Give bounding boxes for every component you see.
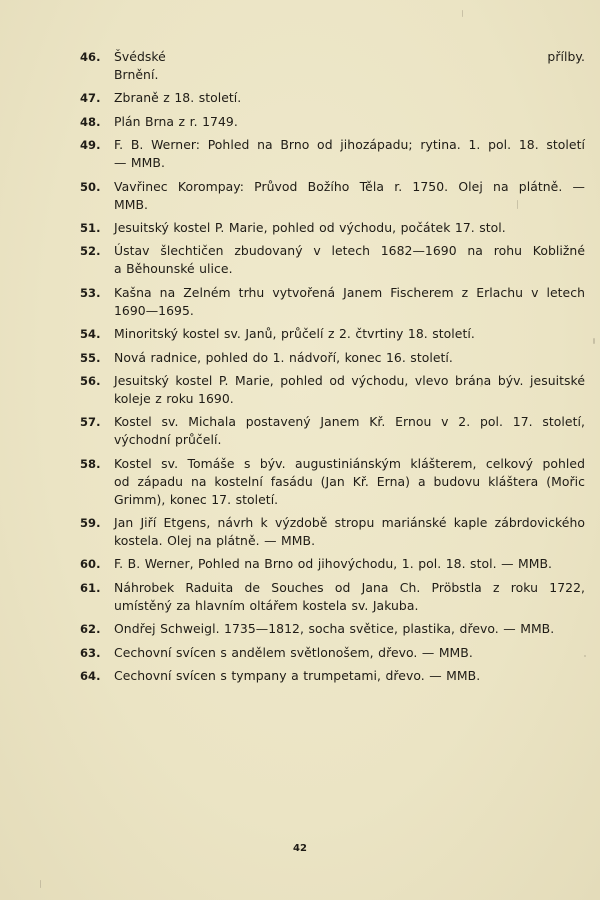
item-text-line: Jesuitský kostel P. Marie, pohled od východu, vlevo brána býv. jesuitské — [114, 372, 585, 388]
item-number: 64. — [80, 669, 101, 684]
item-text-line: Kašna na Zelném trhu vytvořená Janem Fischerem z Erlachu v letech — [114, 284, 585, 300]
paper-speck — [480, 385, 482, 387]
item-text-line: MMB. — [114, 196, 149, 212]
item-number: 56. — [80, 373, 101, 388]
item-text-line: Vavřinec Korompay: Průvod Božího Těla r. 1750. Olej na plátně. — — [114, 178, 585, 194]
item-number: 59. — [80, 516, 101, 531]
item-text-line: Plán Brna z r. 1749. — [114, 113, 238, 129]
list-item — [80, 325, 585, 343]
list-item — [80, 644, 585, 662]
item-text — [114, 413, 585, 449]
list-item — [80, 620, 585, 638]
item-text-line: Grimm), konec 17. století. — [114, 491, 279, 507]
list-item — [80, 413, 585, 449]
item-text-line: Ústav šlechtičen zbudovaný v letech 1682—1690 na rohu Kobližné — [114, 243, 585, 259]
item-text-line: Ondřej Schweigl. 1735—1812, socha světice, plastika, dřevo. — MMB. — [114, 621, 555, 637]
paper-speck — [462, 10, 463, 17]
list-item — [80, 455, 585, 509]
list-item — [80, 48, 585, 84]
item-number: 54. — [80, 327, 101, 342]
item-text-line: východní průčelí. — [114, 432, 222, 448]
paper-speck — [593, 338, 595, 344]
paper-speck — [40, 880, 41, 888]
item-text-line: Cechovní svícen s andělem světlonošem, dřevo. — MMB. — [114, 644, 473, 660]
item-text — [114, 113, 585, 131]
item-text-line: Zbraně z 18. století. — [114, 90, 242, 106]
item-text-line: umístěný za hlavním oltářem kostela sv. Jakuba. — [114, 597, 419, 613]
item-number: 47. — [80, 91, 101, 106]
item-text — [114, 372, 585, 408]
item-text — [114, 455, 585, 509]
item-text-line: Nová radnice, pohled do 1. nádvoří, konec 16. století. — [114, 349, 453, 365]
item-text — [114, 514, 585, 550]
list-item — [80, 349, 585, 367]
list-item — [80, 514, 585, 550]
list-item — [80, 372, 585, 408]
item-number: 51. — [80, 220, 101, 235]
item-text-line: Jesuitský kostel P. Marie, pohled od východu, počátek 17. stol. — [114, 219, 506, 235]
list-item — [80, 667, 585, 685]
item-text-line: kostela. Olej na plátně. — MMB. — [114, 533, 316, 549]
item-text — [114, 48, 585, 84]
item-text — [114, 219, 585, 237]
list-item — [80, 284, 585, 320]
item-text-line: Minoritský kostel sv. Janů, průčelí z 2. čtvrtiny 18. století. — [114, 326, 475, 342]
item-text — [114, 178, 585, 214]
list-item — [80, 219, 585, 237]
item-text — [114, 89, 585, 107]
item-number: 46. — [80, 50, 101, 64]
item-text-line: Švédské přílby. — [114, 49, 585, 64]
list-item — [80, 113, 585, 131]
list-item — [80, 178, 585, 214]
list-item — [80, 555, 585, 573]
item-text-line: koleje z roku 1690. — [114, 390, 234, 406]
caption-list — [80, 48, 585, 690]
item-text — [114, 325, 585, 343]
item-text — [114, 284, 585, 320]
page-number: 42 — [293, 843, 307, 854]
item-text-line: Brnění. — [114, 67, 159, 82]
item-number: 55. — [80, 350, 101, 365]
item-text-line: F. B. Werner: Pohled na Brno od jihozápadu; rytina. 1. pol. 18. století — [114, 137, 585, 153]
item-text-line: Kostel sv. Michala postavený Janem Kř. Ernou v 2. pol. 17. století, — [114, 414, 585, 430]
item-number: 57. — [80, 415, 101, 430]
item-text-line: Náhrobek Raduita de Souches od Jana Ch. Pröbstla z roku 1722, — [114, 579, 585, 595]
item-text — [114, 555, 585, 573]
item-text-line: Jan Jiří Etgens, návrh k výzdobě stropu mariánské kaple zábrdovického — [114, 515, 585, 531]
list-item — [80, 242, 585, 278]
item-number: 63. — [80, 645, 101, 660]
item-text-line: F. B. Werner, Pohled na Brno od jihovýchodu, 1. pol. 18. stol. — MMB. — [114, 556, 553, 572]
item-number: 49. — [80, 138, 101, 153]
item-text — [114, 136, 585, 172]
item-text-line: — MMB. — [114, 155, 165, 171]
list-item — [80, 136, 585, 172]
item-text-line: Kostel sv. Tomáše s býv. augustiniánským klášterem, celkový pohled — [114, 455, 585, 471]
item-number: 53. — [80, 285, 101, 300]
item-number: 48. — [80, 114, 101, 129]
item-number: 58. — [80, 456, 101, 471]
paper-speck — [584, 655, 586, 657]
item-number: 60. — [80, 557, 101, 572]
list-item — [80, 89, 585, 107]
item-number: 62. — [80, 622, 101, 637]
paper-speck — [517, 200, 518, 209]
item-text — [114, 579, 585, 615]
list-item — [80, 579, 585, 615]
item-text — [114, 620, 585, 638]
item-number: 50. — [80, 179, 101, 194]
item-text-line: od západu na kostelní fasádu (Jan Kř. Erna) a budovu kláštera (Mořic — [114, 473, 585, 489]
item-number: 61. — [80, 580, 101, 595]
item-text — [114, 242, 585, 278]
item-text — [114, 644, 585, 662]
item-number: 52. — [80, 244, 101, 259]
item-text-line: a Běhounské ulice. — [114, 261, 233, 277]
item-text-line: 1690—1695. — [114, 302, 194, 318]
item-text-line: Cechovní svícen s tympany a trumpetami, dřevo. — MMB. — [114, 668, 481, 684]
item-text — [114, 667, 585, 685]
item-text — [114, 349, 585, 367]
